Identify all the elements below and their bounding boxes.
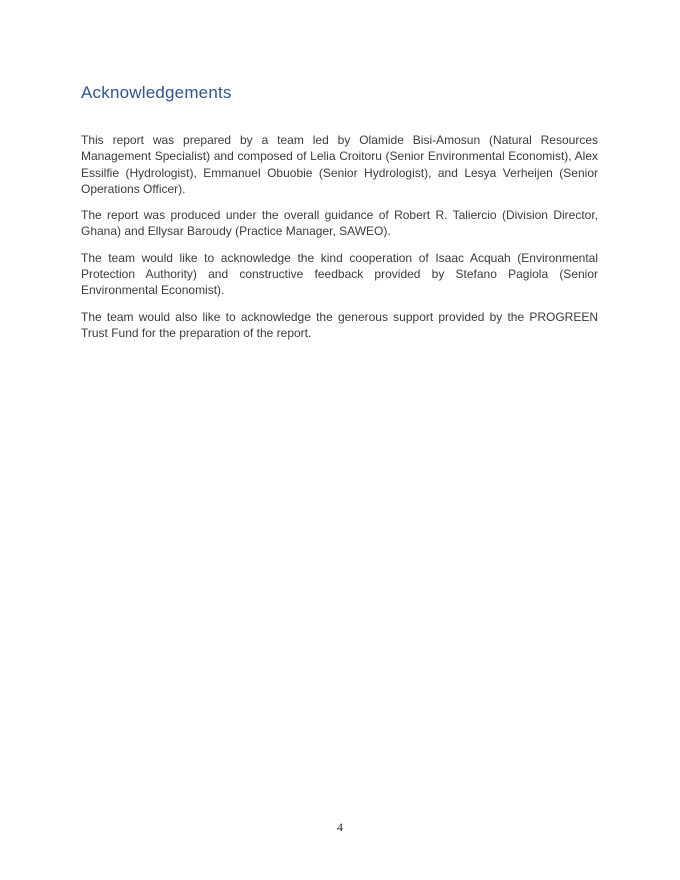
paragraph-funding: The team would also like to acknowledge the generous support provided by the PROGREEN Trust Fund for the preparation of the report.: [81, 309, 598, 340]
paragraph-guidance: The report was produced under the overall guidance of Robert R. Taliercio (Division Director, Ghana) and Ellysar Baroudy (Practice Manager, SAWEO).: [81, 208, 598, 239]
paragraph-team: This report was prepared by a team led by Olamide Bisi-Amosun (Natural Resources Management Specialist) and composed of Lelia Croitoru (Senior Environmental Economist), Alex Essilfie (Hydrologist), Emmanuel Obuobie (Senior Hydrologist), and Lesya Verheijen (Senior Operations Officer).: [81, 133, 598, 196]
page-content: [81, 83, 598, 351]
section-heading: Acknowledgements: [81, 83, 232, 102]
page-number: 4: [337, 820, 343, 834]
page-footer: [0, 818, 680, 836]
paragraph-cooperation: The team would like to acknowledge the kind cooperation of Isaac Acquah (Environmental Protection Authority) and constructive feedback provided by Stefano Pagiola (Senior Environmental Economist).: [81, 250, 598, 298]
